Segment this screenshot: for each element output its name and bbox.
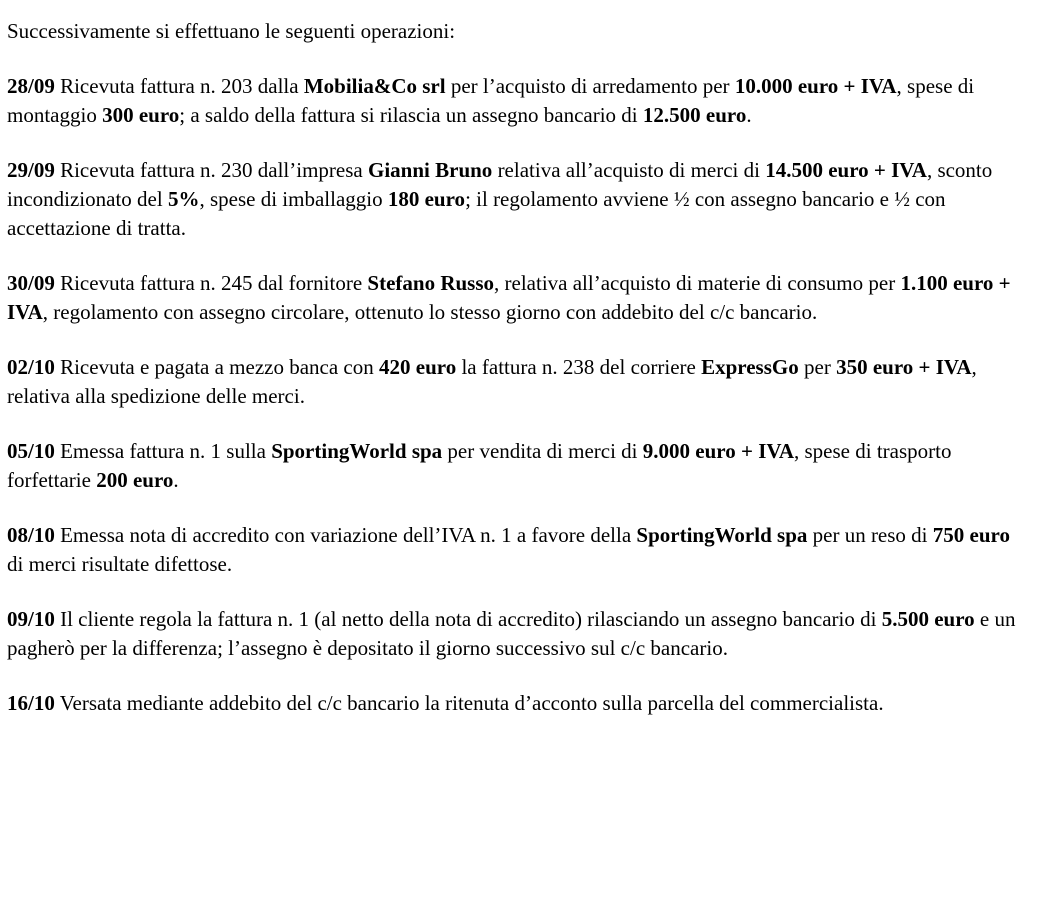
entry-date: 08/10 xyxy=(7,523,55,547)
entry-bold-text: 14.500 euro + IVA xyxy=(765,158,927,182)
entry-bold-text: 5% xyxy=(167,187,200,211)
entry-text: Ricevuta fattura n. 245 dal fornitore xyxy=(54,271,368,295)
entry-text: , spese di imballaggio xyxy=(199,187,388,211)
entry-text: per vendita di merci di xyxy=(442,439,643,463)
entry-text: per l’acquisto di arredamento per xyxy=(445,74,735,98)
entry-text: , sconto incondizionato del xyxy=(7,158,993,211)
entry-bold-text: 750 euro xyxy=(932,523,1010,547)
entry-bold-text: 350 euro + IVA xyxy=(836,355,972,379)
entry-date: 28/09 xyxy=(7,74,55,98)
operation-entry xyxy=(7,72,1029,130)
operation-entry xyxy=(7,156,1029,243)
entry-bold-text: ExpressGo xyxy=(701,355,799,379)
entry-text: Emessa fattura n. 1 sulla xyxy=(54,439,272,463)
entry-text: Ricevuta fattura n. 230 dall’impresa xyxy=(54,158,368,182)
entry-text: e un pagherò per la differenza; l’assegno è depositato il giorno successivo sul c/c bancario. xyxy=(7,607,1016,660)
entry-bold-text: 5.500 euro xyxy=(881,607,975,631)
operation-entry xyxy=(7,521,1029,579)
entry-text: , spese di trasporto forfettarie xyxy=(7,439,952,492)
entry-text: , relativa alla spedizione delle merci. xyxy=(7,355,977,408)
operation-entry xyxy=(7,269,1029,327)
entry-bold-text: 300 euro xyxy=(102,103,180,127)
intro-text: Successivamente si effettuano le seguenti operazioni: xyxy=(7,19,456,43)
entry-text: Emessa nota di accredito con variazione dell’IVA n. 1 a favore della xyxy=(54,523,637,547)
entry-text: Versata mediante addebito del c/c bancario la ritenuta d’acconto sulla parcella del commercialista. xyxy=(54,691,884,715)
entry-bold-text: Gianni Bruno xyxy=(368,158,493,182)
entry-text: , regolamento con assegno circolare, ottenuto lo stesso giorno con addebito del c/c bancario. xyxy=(42,300,818,324)
operation-entry xyxy=(7,437,1029,495)
entry-date: 02/10 xyxy=(7,355,55,379)
entry-text: Il cliente regola la fattura n. 1 (al netto della nota di accredito) rilasciando un assegno bancario di xyxy=(54,607,882,631)
entry-text: . xyxy=(746,103,752,127)
entry-bold-text: 12.500 euro xyxy=(642,103,747,127)
operation-entry xyxy=(7,605,1029,663)
entry-text: Ricevuta fattura n. 203 dalla xyxy=(54,74,304,98)
operation-entry xyxy=(7,353,1029,411)
entry-bold-text: 200 euro xyxy=(96,468,174,492)
entry-bold-text: SportingWorld spa xyxy=(636,523,808,547)
operations-list xyxy=(7,72,1029,718)
entry-text: la fattura n. 238 del corriere xyxy=(456,355,702,379)
entry-text: ; a saldo della fattura si rilascia un assegno bancario di xyxy=(179,103,643,127)
entry-bold-text: Mobilia&Co srl xyxy=(303,74,446,98)
entry-text: per xyxy=(798,355,837,379)
entry-bold-text: 1.100 euro + IVA xyxy=(7,271,1011,324)
entry-bold-text: 9.000 euro + IVA xyxy=(642,439,794,463)
entry-text: relativa all’acquisto di merci di xyxy=(492,158,766,182)
entry-bold-text: 420 euro xyxy=(379,355,457,379)
entry-date: 29/09 xyxy=(7,158,55,182)
entry-bold-text: 10.000 euro + IVA xyxy=(734,74,897,98)
entry-text: ; il regolamento avviene ½ con assegno bancario e ½ con accettazione di tratta. xyxy=(7,187,946,240)
entry-text: di merci risultate difettose. xyxy=(7,552,233,576)
entry-text: , relativa all’acquisto di materie di consumo per xyxy=(494,271,901,295)
entry-date: 30/09 xyxy=(7,271,55,295)
entry-date: 16/10 xyxy=(7,691,55,715)
entry-date: 05/10 xyxy=(7,439,55,463)
entry-bold-text: SportingWorld spa xyxy=(271,439,443,463)
entry-text: Ricevuta e pagata a mezzo banca con xyxy=(54,355,380,379)
entry-text: , spese di montaggio xyxy=(7,74,975,127)
entry-bold-text: Stefano Russo xyxy=(367,271,495,295)
entry-text: per un reso di xyxy=(807,523,933,547)
entry-text: . xyxy=(173,468,179,492)
operation-entry xyxy=(7,689,1029,718)
entry-date: 09/10 xyxy=(7,607,55,631)
entry-bold-text: 180 euro xyxy=(387,187,466,211)
